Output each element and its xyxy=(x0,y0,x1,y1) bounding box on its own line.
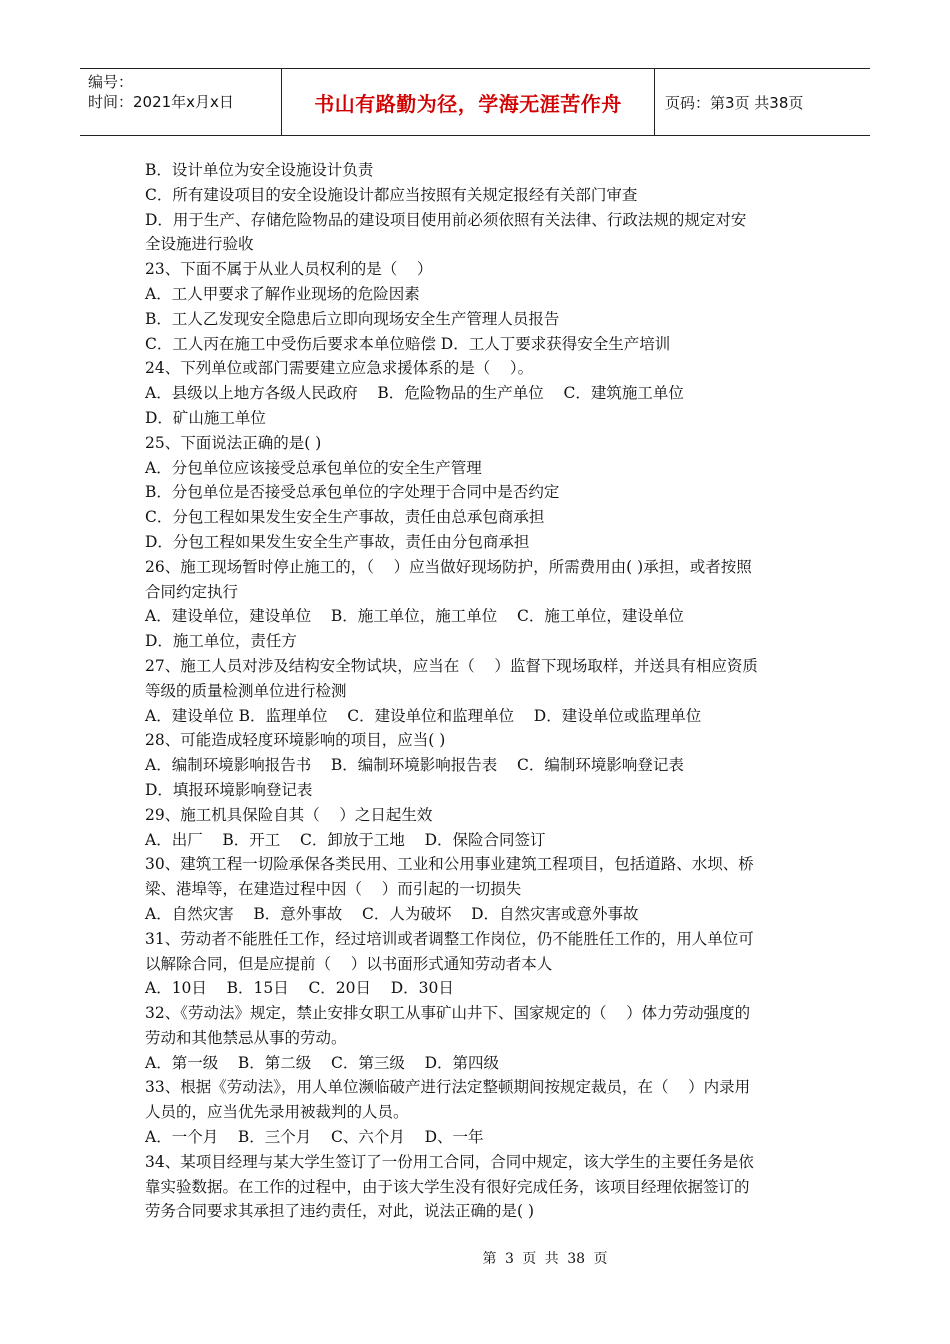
text-line: 32、《劳动法》规定，禁止安排女职工从事矿山井下、国家规定的（ ）体力劳动强度的 xyxy=(145,1004,751,1023)
text-line: 27、施工人员对涉及结构安全物试块，应当在（ ）监督下现场取样，并送具有相应资质 xyxy=(145,656,758,675)
text-line: A．第一级 B．第二级 C．第三级 D．第四级 xyxy=(145,1053,499,1072)
text-line: A．县级以上地方各级人民政府 B．危险物品的生产单位 C．建筑施工单位 xyxy=(145,384,684,403)
text-line: A．自然灾害 B．意外事故 C．人为破坏 D．自然灾害或意外事故 xyxy=(145,904,639,923)
text-line: C．工人丙在施工中受伤后要求本单位赔偿 D．工人丁要求获得安全生产培训 xyxy=(145,334,671,353)
text-line: D．施工单位，责任方 xyxy=(145,632,297,651)
text-line: A．10日 B．15日 C．20日 D．30日 xyxy=(145,979,454,998)
page-footer xyxy=(0,1248,950,1268)
page-header xyxy=(80,68,870,136)
text-line: 梁、港埠等，在建造过程中因（ ）而引起的一切损失 xyxy=(145,880,522,899)
text-line: 28、可能造成轻度环境影响的项目，应当( ) xyxy=(145,731,446,750)
text-line: 以解除合同，但是应提前（ ）以书面形式通知劳动者本人 xyxy=(145,954,553,973)
text-line: 等级的质量检测单位进行检测 xyxy=(145,681,347,700)
text-line: 靠实验数据。在工作的过程中，由于该大学生没有很好完成任务，该项目经理依据签订的 xyxy=(145,1177,750,1196)
text-line: 全设施进行验收 xyxy=(145,235,254,254)
text-line: C．所有建设项目的安全设施设计都应当按照有关规定报经有关部门审查 xyxy=(145,185,638,204)
text-line: A．工人甲要求了解作业现场的危险因素 xyxy=(145,284,420,303)
text-line: 26、施工现场暂时停止施工的，（ ）应当做好现场防护，所需费用由( )承担，或者按照 xyxy=(145,557,752,576)
text-line: B．工人乙发现安全隐患后立即向现场安全生产管理人员报告 xyxy=(145,309,560,328)
document-code-label: 编号： xyxy=(88,73,134,91)
text-line: 29、施工机具保险自其（ ）之日起生效 xyxy=(145,805,433,824)
header-motto: 书山有路勤为径，学海无涯苦作舟 xyxy=(282,69,655,135)
text-line: A．编制环境影响报告书 B．编制环境影响报告表 C．编制环境影响登记表 xyxy=(145,756,684,775)
text-line: 34、某项目经理与某大学生签订了一份用工合同，合同中规定，该大学生的主要任务是依 xyxy=(145,1152,754,1171)
text-line: 23、下面不属于从业人员权利的是（ ） xyxy=(145,260,433,279)
text-line: A．建设单位，建设单位 B．施工单位，施工单位 C．施工单位，建设单位 xyxy=(145,607,684,626)
document-date: 时间：2021年x月x日 xyxy=(88,93,234,111)
document-body xyxy=(145,158,810,1224)
text-line: 人员的，应当优先录用被裁判的人员。 xyxy=(145,1103,409,1122)
text-line: D．矿山施工单位 xyxy=(145,408,266,427)
text-line: 劳务合同要求其承担了违约责任，对此，说法正确的是( ) xyxy=(145,1202,535,1221)
text-line: A．一个月 B．三个月 C、六个月 D、一年 xyxy=(145,1128,484,1147)
text-line: 24、下列单位或部门需要建立应急求援体系的是（ ）。 xyxy=(145,359,534,378)
text-line: 30、建筑工程一切险承保各类民用、工业和公用事业建筑工程项目，包括道路、水坝、桥 xyxy=(145,855,754,874)
text-line: D．填报环境影响登记表 xyxy=(145,780,313,799)
text-line: B．分包单位是否接受总承包单位的字处理于合同中是否约定 xyxy=(145,483,560,502)
header-meta xyxy=(80,69,282,135)
text-line: B．设计单位为安全设施设计负责 xyxy=(145,161,374,179)
text-line: A．建设单位 B．监理单位 C．建设单位和监理单位 D．建设单位或监理单位 xyxy=(145,706,702,725)
header-page-info: 页码：第3页 共38页 xyxy=(665,93,804,112)
text-line: D．用于生产、存储危险物品的建设项目使用前必须依照有关法律、行政法规的规定对安 xyxy=(145,210,747,229)
text-line: C．分包工程如果发生安全生产事故，责任由总承包商承担 xyxy=(145,508,545,527)
text-line: 31、劳动者不能胜任工作，经过培训或者调整工作岗位，仍不能胜任工作的，用人单位可 xyxy=(145,929,754,948)
footer-page-number: 第 3 页 共 38 页 xyxy=(482,1251,608,1267)
text-line: 33、根据《劳动法》，用人单位濒临破产进行法定整顿期间按规定裁员，在（ ）内录用 xyxy=(145,1078,751,1097)
text-line: A．出厂 B．开工 C．卸放于工地 D．保险合同签订 xyxy=(145,830,546,849)
text-line: 劳动和其他禁忌从事的劳动。 xyxy=(145,1028,347,1047)
text-line: A．分包单位应该接受总承包单位的安全生产管理 xyxy=(145,458,482,477)
text-line: 25、下面说法正确的是( ) xyxy=(145,433,322,452)
text-line: D．分包工程如果发生安全生产事故，责任由分包商承担 xyxy=(145,532,530,551)
text-line: 合同约定执行 xyxy=(145,582,239,601)
